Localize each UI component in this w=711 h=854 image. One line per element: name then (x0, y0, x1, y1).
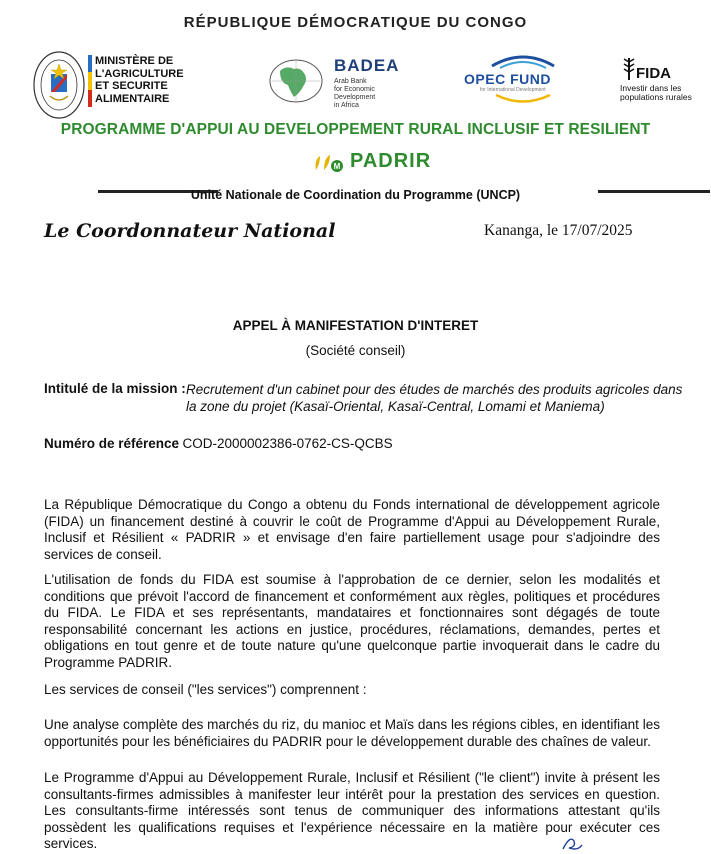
badea-sub-line: for Economic (334, 86, 375, 93)
badea-logo-name: BADEA (334, 56, 400, 75)
opec-arc-top-icon (488, 50, 558, 70)
badea-logo-subtitle (334, 78, 394, 110)
ministry-line: ET SECURITE (95, 80, 168, 92)
ministry-line: L'AGRICULTURE (95, 67, 184, 80)
badea-sub-line: Arab Bank (334, 78, 367, 85)
body-paragraph: L'utilisation de fonds du FIDA est soumise à l'approbation de ce dernier, selon les modalités et conditions que prévoit l'accord de financement et conformément aux règles, politiques et procédures du FIDA. Le FIDA et ses représentants, mandataires et fonctionnaires sont dégagés de toute responsabilité concernant les actions en justice, procédures, réclamations, demandes, pertes et obligations en tout genre et de toute nature qu'une quelconque partie invoquerait dans le cadre du Programme PADRIR. (44, 572, 660, 670)
programme-title: PROGRAMME D'APPUI AU DEVELOPPEMENT RURAL INCLUSIF ET RESILIENT (60, 121, 651, 138)
fida-sub-line: Investir dans les (620, 83, 682, 93)
badea-sub-line: in Africa (334, 102, 359, 109)
ministry-line: ALIMENTAIRE (95, 92, 170, 105)
handwritten-initial-icon (560, 833, 584, 853)
ministry-name (95, 55, 184, 105)
padrir-emblem-icon (310, 152, 346, 174)
svg-text:M: M (333, 162, 341, 171)
flag-stripe-yellow (88, 72, 92, 89)
fida-logo-name: FIDA (636, 65, 671, 82)
opec-logo-name: OPEC FUND (464, 71, 551, 87)
opec-logo-subtitle: for International Development (480, 87, 546, 93)
opec-arc-bottom-icon (488, 92, 558, 106)
document-subtitle: (Société conseil) (305, 343, 406, 358)
body-paragraph: Les services de conseil ("les services") comprennent : (44, 682, 367, 697)
ministry-line: MINISTÈRE DE (95, 55, 174, 67)
ministry-seal-icon (32, 50, 86, 120)
badea-sub-line: Development (334, 94, 376, 101)
header-rule-right (598, 190, 710, 193)
flag-stripe-red (88, 90, 92, 107)
mission-label: Intitulé de la mission : (44, 381, 186, 396)
coordinator-signature-line: Le Coordonnateur National (44, 220, 336, 242)
mission-value: Recrutement d'un cabinet pour des études de marchés des produits agricoles dans la zone du projet (Kasaï-Oriental, Kasaï-Central, Lomami et Maniema) (186, 382, 683, 414)
body-paragraph: Une analyse complète des marchés du riz, du manioc et Maïs dans les régions cibles, en identifiant les opportunités pour les bénéficiaires du PADRIR pour le développement durable des chaînes de valeur. (44, 717, 660, 749)
ministry-flag-bar (88, 55, 92, 107)
document-title: APPEL À MANIFESTATION D'INTERET (232, 318, 479, 333)
republic-heading: RÉPUBLIQUE DÉMOCRATIQUE DU CONGO (183, 14, 528, 31)
fida-wheat-icon (621, 56, 637, 82)
flag-stripe-blue (88, 55, 92, 72)
fida-logo-subtitle (620, 84, 692, 102)
fida-sub-line: populations rurales (620, 92, 692, 102)
padrir-logo-name: PADRIR (350, 150, 432, 172)
reference-value: : COD-2000002386-0762-CS-QCBS (175, 436, 393, 451)
badea-globe-icon (266, 57, 326, 105)
unit-name: Unité Nationale de Coordination du Programme (UNCP) (190, 188, 521, 202)
reference-label: Numéro de référence (44, 436, 180, 451)
body-paragraph: La République Démocratique du Congo a obtenu du Fonds international de développement agricole (FIDA) un financement destiné à couvrir le coût de Programme d'Appui au Développement Rurale, Inclusif et Résilient « PADRIR » et envisage d'en faire partiellement usage pour s'adjoindre des services de conseil. (44, 497, 660, 562)
body-paragraph: Le Programme d'Appui au Développement Rurale, Inclusif et Résilient ("le client") invite à présent les consultants-firmes admissibles à manifester leur intérêt pour la prestation des services en question. Les consultants-firme intéressés sont tenus de communiquer des informations attestant qu'ils possèdent les qualifications requises et l'expérience nécessaire en la matière pour exécuter ces services. (44, 770, 660, 851)
place-and-date: Kananga, le 17/07/2025 (484, 222, 633, 239)
